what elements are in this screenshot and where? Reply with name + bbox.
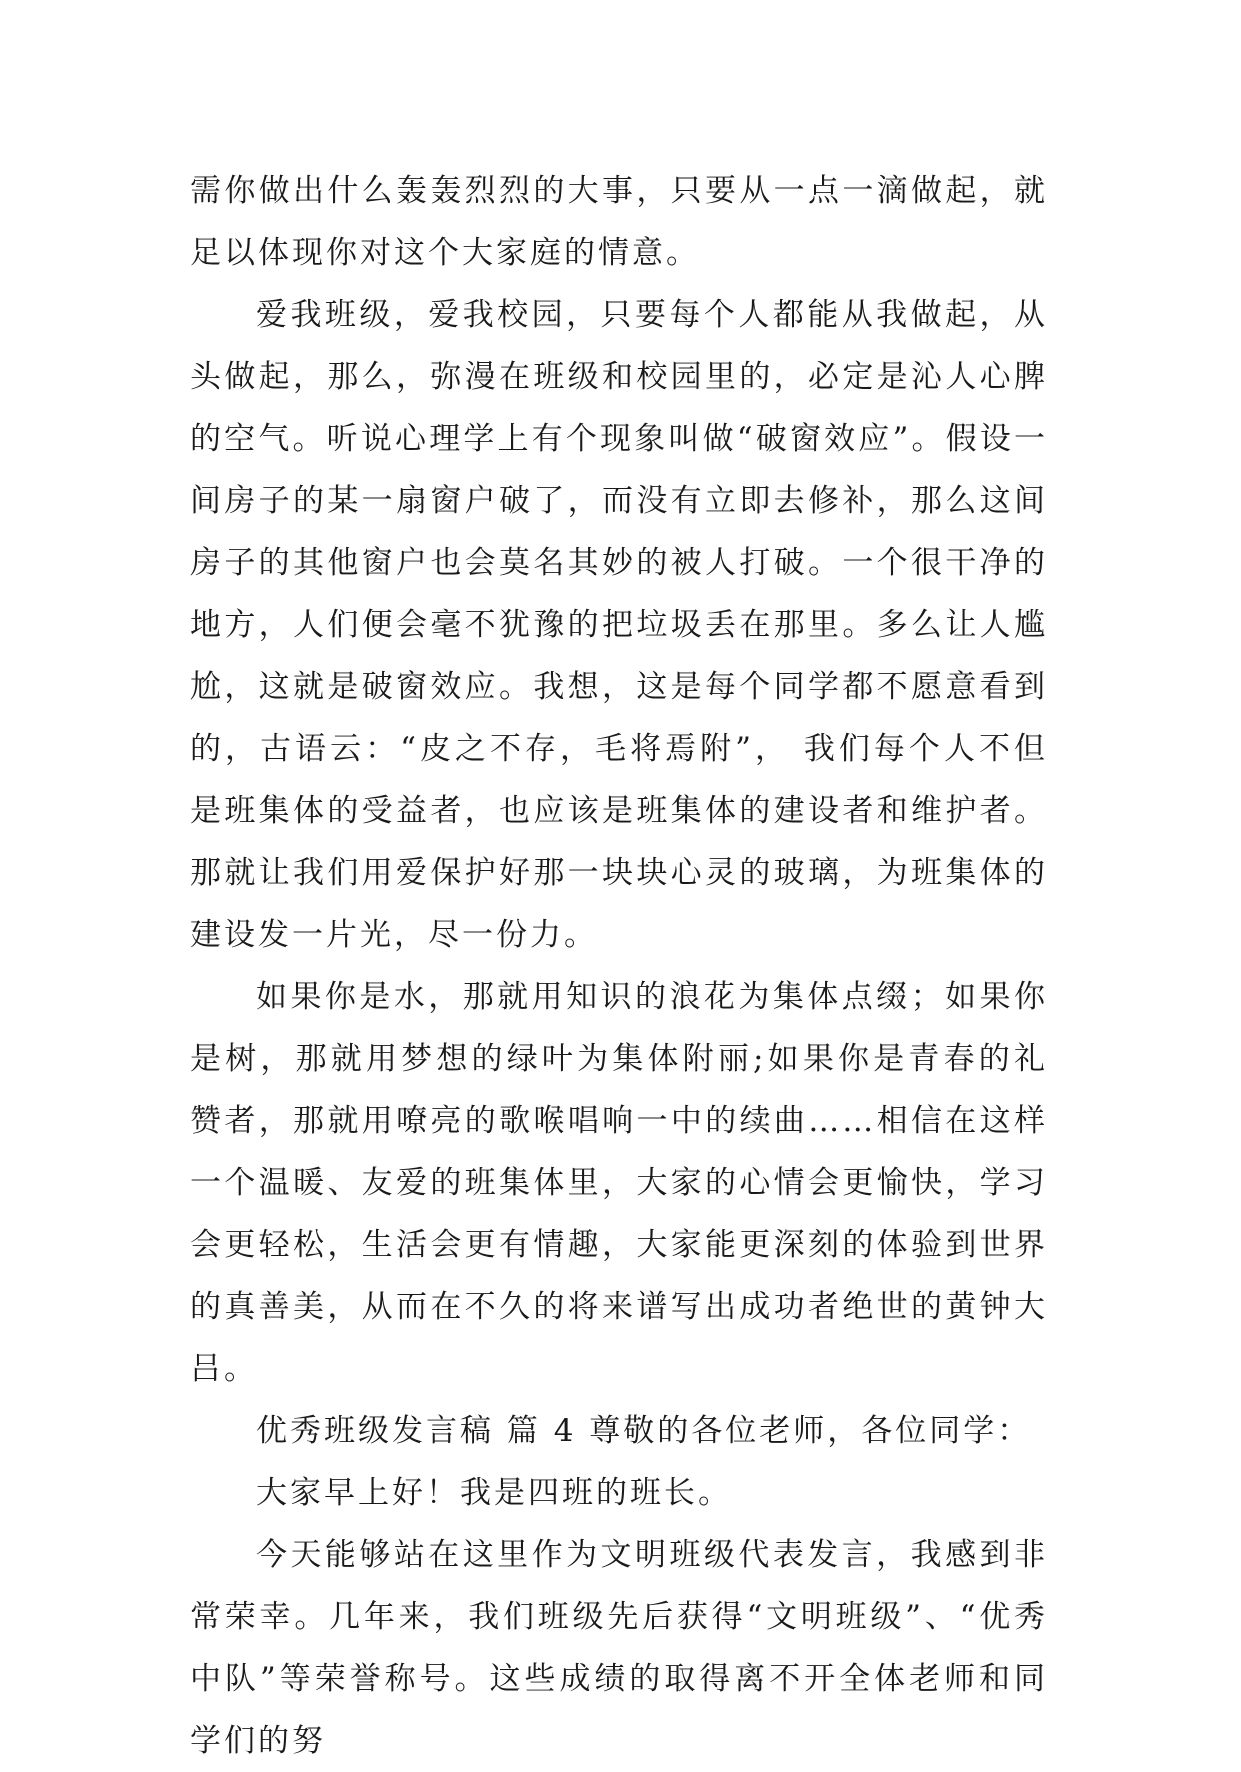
paragraph-3: 如果你是水，那就用知识的浪花为集体点缀；如果你是树，那就用梦想的绿叶为集体附丽;如果你是青春的礼赞者，那就用嘹亮的歌喉唱响一中的续曲……相信在这样一个温暖、友爱的班集体里，大家的心情会更愉快，学习会更轻松，生活会更有情趣，大家能更深刻的体验到世界的真善美，从而在不久的将来谱写出成功者绝世的黄钟大吕。 <box>190 979 1048 1387</box>
document-body <box>190 160 1048 1772</box>
paragraph-2: 爱我班级，爱我校园，只要每个人都能从我做起，从头做起，那么，弥漫在班级和校园里的，必定是沁人心脾的空气。听说心理学上有个现象叫做“破窗效应”。假设一间房子的某一扇窗户破了，而没有立即去修补，那么这间房子的其他窗户也会莫名其妙的被人打破。一个很干净的地方，人们便会毫不犹豫的把垃圾丢在那里。多么让人尴尬，这就是破窗效应。我想，这是每个同学都不愿意看到的，古语云：“皮之不存，毛将焉附”， 我们每个人不但是班集体的受益者，也应该是班集体的建设者和维护者。那就让我们用爱保护好那一块块心灵的玻璃，为班集体的建设发一片光，尽一份力。 <box>190 297 1048 953</box>
paragraph-6: 今天能够站在这里作为文明班级代表发言，我感到非常荣幸。几年来，我们班级先后获得“文明班级”、“优秀中队”等荣誉称号。这些成绩的取得离不开全体老师和同学们的努 <box>190 1537 1048 1759</box>
paragraph-5: 大家早上好！我是四班的班长。 <box>256 1475 732 1511</box>
paragraph-1: 需你做出什么轰轰烈烈的大事，只要从一点一滴做起，就足以体现你对这个大家庭的情意。 <box>190 173 1048 271</box>
paragraph-4-heading: 优秀班级发言稿 篇 4 尊敬的各位老师，各位同学： <box>256 1413 1032 1449</box>
